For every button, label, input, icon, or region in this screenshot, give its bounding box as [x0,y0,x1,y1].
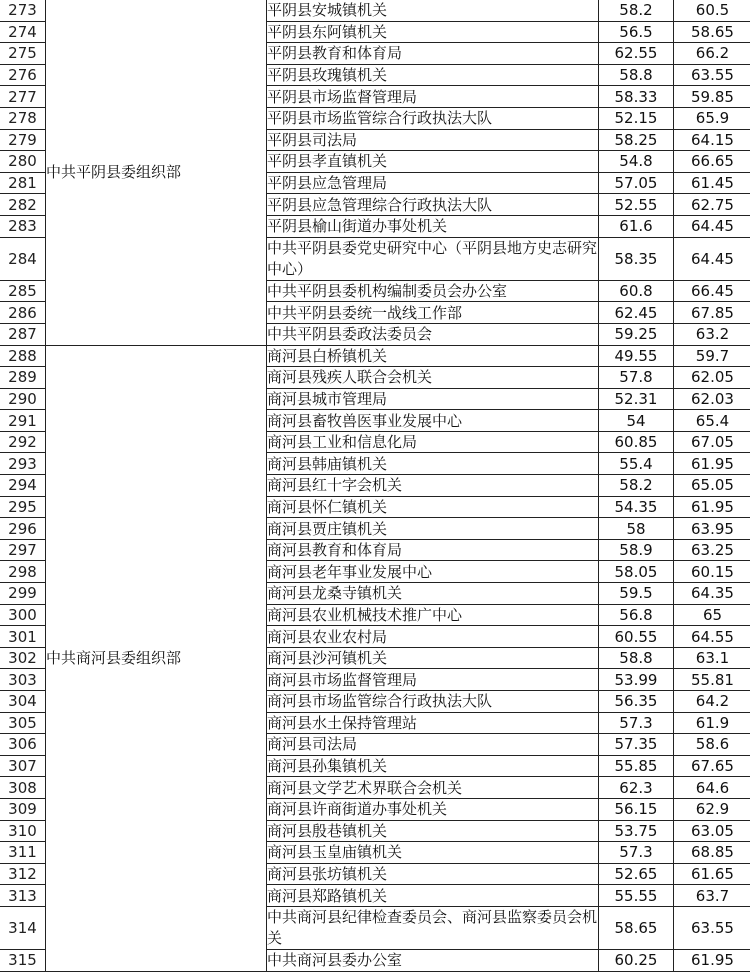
score-max-cell: 64.35 [674,583,750,605]
score-max-cell: 62.75 [674,194,750,216]
organization-cell: 商河县玉皇庙镇机关 [267,842,599,864]
organization-cell: 商河县张坊镇机关 [267,863,599,885]
score-min-cell: 58.8 [599,647,674,669]
score-min-cell: 52.65 [599,863,674,885]
score-max-cell: 63.55 [674,906,750,949]
score-min-cell: 56.5 [599,21,674,43]
row-number: 303 [0,669,46,691]
row-number: 298 [0,561,46,583]
row-number: 304 [0,691,46,713]
score-max-cell: 65.05 [674,475,750,497]
row-number: 306 [0,734,46,756]
score-min-cell: 52.15 [599,107,674,129]
row-number: 312 [0,863,46,885]
organization-cell: 中共商河县委办公室 [267,950,599,972]
organization-cell: 平阴县应急管理综合行政执法大队 [267,194,599,216]
score-max-cell: 59.7 [674,345,750,367]
row-number: 281 [0,172,46,194]
score-min-cell: 58.8 [599,64,674,86]
score-max-cell: 64.55 [674,626,750,648]
score-max-cell: 61.65 [674,863,750,885]
score-max-cell: 61.95 [674,950,750,972]
organization-cell: 平阴县司法局 [267,129,599,151]
department-cell: 中共商河县委组织部 [46,345,267,971]
organization-cell: 商河县韩庙镇机关 [267,453,599,475]
score-max-cell: 58.6 [674,734,750,756]
row-number: 309 [0,798,46,820]
score-max-cell: 66.2 [674,43,750,65]
row-number: 277 [0,86,46,108]
score-min-cell: 58.35 [599,237,674,280]
organization-cell: 商河县龙桑寺镇机关 [267,583,599,605]
organization-cell: 商河县红十字会机关 [267,475,599,497]
organization-cell: 商河县老年事业发展中心 [267,561,599,583]
score-min-cell: 52.31 [599,388,674,410]
row-number: 274 [0,21,46,43]
score-max-cell: 62.03 [674,388,750,410]
organization-cell: 商河县文学艺术界联合会机关 [267,777,599,799]
row-number: 308 [0,777,46,799]
organization-cell: 商河县市场监管综合行政执法大队 [267,691,599,713]
score-min-cell: 59.5 [599,583,674,605]
row-number: 295 [0,496,46,518]
score-min-cell: 57.8 [599,367,674,389]
row-number: 293 [0,453,46,475]
score-min-cell: 62.45 [599,302,674,324]
row-number: 273 [0,0,46,21]
score-max-cell: 63.25 [674,539,750,561]
organization-cell: 商河县沙河镇机关 [267,647,599,669]
row-number: 314 [0,906,46,949]
organization-cell: 中共平阴县委统一战线工作部 [267,302,599,324]
score-max-cell: 63.55 [674,64,750,86]
table-row [0,0,750,21]
score-max-cell: 64.45 [674,237,750,280]
organization-cell: 商河县贾庄镇机关 [267,518,599,540]
organization-cell: 商河县残疾人联合会机关 [267,367,599,389]
score-max-cell: 61.45 [674,172,750,194]
score-max-cell: 66.45 [674,280,750,302]
row-number: 299 [0,583,46,605]
score-min-cell: 60.85 [599,431,674,453]
row-number: 276 [0,64,46,86]
score-min-cell: 62.55 [599,43,674,65]
organization-cell: 中共商河县纪律检查委员会、商河县监察委员会机关 [267,906,599,949]
organization-cell: 商河县郑路镇机关 [267,885,599,907]
organization-cell: 平阴县市场监督管理局 [267,86,599,108]
organization-cell: 平阴县东阿镇机关 [267,21,599,43]
row-number: 282 [0,194,46,216]
row-number: 296 [0,518,46,540]
row-number: 292 [0,431,46,453]
score-min-cell: 58.25 [599,129,674,151]
row-number: 279 [0,129,46,151]
organization-cell: 商河县白桥镇机关 [267,345,599,367]
table-row [0,345,750,367]
row-number: 305 [0,712,46,734]
score-max-cell: 62.9 [674,798,750,820]
row-number: 307 [0,755,46,777]
score-min-cell: 59.25 [599,323,674,345]
department-cell: 中共平阴县委组织部 [46,0,267,345]
score-max-cell: 61.95 [674,453,750,475]
row-number: 287 [0,323,46,345]
score-min-cell: 55.85 [599,755,674,777]
row-number: 283 [0,215,46,237]
score-min-cell: 62.3 [599,777,674,799]
score-min-cell: 58.2 [599,0,674,21]
score-max-cell: 62.05 [674,367,750,389]
score-min-cell: 49.55 [599,345,674,367]
score-max-cell: 67.85 [674,302,750,324]
organization-cell: 商河县农业机械技术推广中心 [267,604,599,626]
score-max-cell: 64.6 [674,777,750,799]
score-min-cell: 54.8 [599,151,674,173]
score-max-cell: 64.45 [674,215,750,237]
organization-cell: 平阴县榆山街道办事处机关 [267,215,599,237]
score-min-cell: 55.4 [599,453,674,475]
score-max-cell: 68.85 [674,842,750,864]
organization-cell: 商河县司法局 [267,734,599,756]
score-min-cell: 58.2 [599,475,674,497]
organization-cell: 商河县畜牧兽医事业发展中心 [267,410,599,432]
score-max-cell: 63.95 [674,518,750,540]
row-number: 285 [0,280,46,302]
score-max-cell: 67.65 [674,755,750,777]
score-min-cell: 56.35 [599,691,674,713]
organization-cell: 商河县市场监督管理局 [267,669,599,691]
row-number: 297 [0,539,46,561]
row-number: 291 [0,410,46,432]
score-min-cell: 60.25 [599,950,674,972]
score-min-cell: 57.3 [599,712,674,734]
organization-cell: 商河县怀仁镇机关 [267,496,599,518]
organization-cell: 商河县殷巷镇机关 [267,820,599,842]
score-max-cell: 67.05 [674,431,750,453]
score-min-cell: 57.35 [599,734,674,756]
organization-cell: 平阴县玫瑰镇机关 [267,64,599,86]
organization-cell: 商河县城市管理局 [267,388,599,410]
score-min-cell: 56.15 [599,798,674,820]
score-max-cell: 60.5 [674,0,750,21]
score-min-cell: 57.3 [599,842,674,864]
score-max-cell: 55.81 [674,669,750,691]
row-number: 311 [0,842,46,864]
score-min-cell: 58 [599,518,674,540]
score-min-cell: 57.05 [599,172,674,194]
organization-cell: 中共平阴县委党史研究中心（平阴县地方史志研究中心） [267,237,599,280]
organization-cell: 商河县许商街道办事处机关 [267,798,599,820]
score-max-cell: 64.15 [674,129,750,151]
row-number: 286 [0,302,46,324]
row-number: 290 [0,388,46,410]
score-min-cell: 54 [599,410,674,432]
score-max-cell: 63.1 [674,647,750,669]
score-min-cell: 61.6 [599,215,674,237]
organization-cell: 商河县孙集镇机关 [267,755,599,777]
row-number: 300 [0,604,46,626]
score-min-cell: 53.75 [599,820,674,842]
score-max-cell: 61.95 [674,496,750,518]
score-min-cell: 58.33 [599,86,674,108]
organization-cell: 平阴县安城镇机关 [267,0,599,21]
score-min-cell: 60.8 [599,280,674,302]
row-number: 313 [0,885,46,907]
score-max-cell: 61.9 [674,712,750,734]
score-max-cell: 64.2 [674,691,750,713]
score-max-cell: 63.7 [674,885,750,907]
organization-cell: 商河县教育和体育局 [267,539,599,561]
score-min-cell: 53.99 [599,669,674,691]
score-min-cell: 56.8 [599,604,674,626]
organization-cell: 中共平阴县委机构编制委员会办公室 [267,280,599,302]
organization-cell: 平阴县应急管理局 [267,172,599,194]
row-number: 301 [0,626,46,648]
score-max-cell: 59.85 [674,86,750,108]
row-number: 284 [0,237,46,280]
organization-cell: 中共平阴县委政法委员会 [267,323,599,345]
organization-cell: 商河县水土保持管理站 [267,712,599,734]
organization-cell: 平阴县孝直镇机关 [267,151,599,173]
score-max-cell: 65.9 [674,107,750,129]
score-min-cell: 52.55 [599,194,674,216]
score-min-cell: 58.05 [599,561,674,583]
score-max-cell: 65 [674,604,750,626]
score-max-cell: 65.4 [674,410,750,432]
row-number: 302 [0,647,46,669]
organization-cell: 平阴县市场监管综合行政执法大队 [267,107,599,129]
row-number: 310 [0,820,46,842]
score-max-cell: 66.65 [674,151,750,173]
row-number: 275 [0,43,46,65]
score-max-cell: 63.05 [674,820,750,842]
organization-cell: 平阴县教育和体育局 [267,43,599,65]
organization-cell: 商河县工业和信息化局 [267,431,599,453]
row-number: 315 [0,950,46,972]
row-number: 289 [0,367,46,389]
score-max-cell: 58.65 [674,21,750,43]
score-max-cell: 63.2 [674,323,750,345]
score-max-cell: 60.15 [674,561,750,583]
organization-cell: 商河县农业农村局 [267,626,599,648]
score-min-cell: 58.65 [599,906,674,949]
row-number: 294 [0,475,46,497]
row-number: 280 [0,151,46,173]
score-min-cell: 58.9 [599,539,674,561]
score-min-cell: 60.55 [599,626,674,648]
row-number: 278 [0,107,46,129]
score-min-cell: 55.55 [599,885,674,907]
score-min-cell: 54.35 [599,496,674,518]
row-number: 288 [0,345,46,367]
